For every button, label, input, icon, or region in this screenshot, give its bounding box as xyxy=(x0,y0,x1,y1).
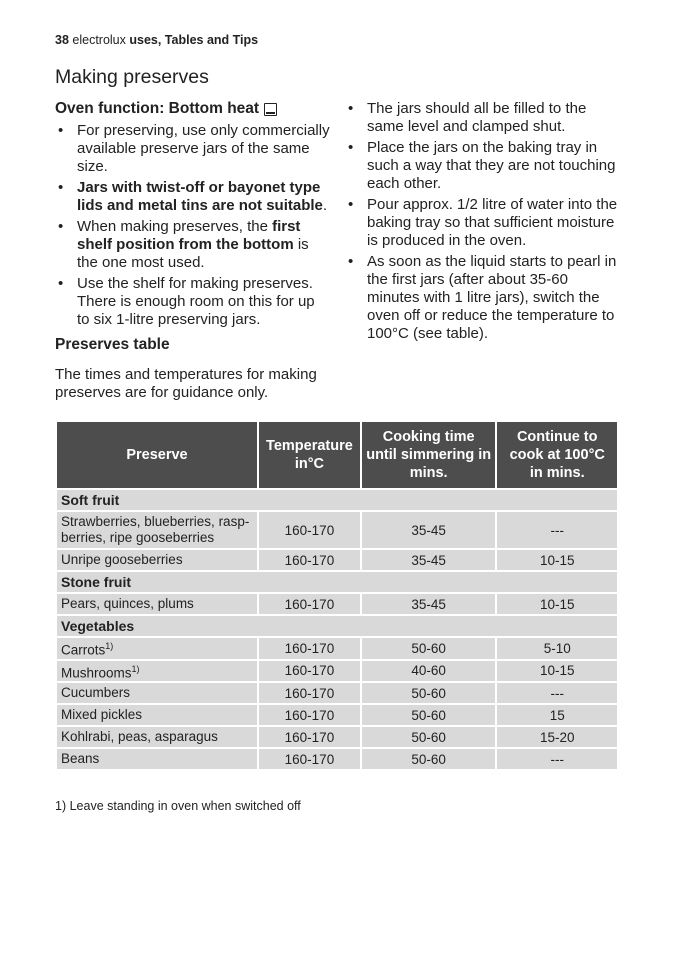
temperature-cell: 160-170 xyxy=(258,549,361,571)
table-row xyxy=(56,704,618,726)
oven-function-heading xyxy=(55,100,330,118)
table-row xyxy=(56,637,618,660)
preserve-name: Mushrooms$^{1)}$ xyxy=(56,660,258,683)
temperature-cell: 160-170 xyxy=(258,511,361,549)
cooking-time-cell: 35-45 xyxy=(361,593,497,615)
list-item: • For preserving, use only commercially available preserve jars of the same size. xyxy=(55,122,330,176)
page-title: Making preserves xyxy=(55,66,209,88)
preserve-name: Mixed pickles xyxy=(56,704,258,726)
cooking-time-cell: 50-60 xyxy=(361,726,497,748)
section-name: uses, Tables and Tips xyxy=(129,33,259,47)
cooking-time-cell: 50-60 xyxy=(361,637,497,660)
preserve-name: Cucumbers xyxy=(56,682,258,704)
table-heading: Preserves table xyxy=(55,336,170,353)
column-header: Preserve xyxy=(56,421,258,489)
temperature-cell: 160-170 xyxy=(258,726,361,748)
column-header: Temperature in°C xyxy=(258,421,361,489)
continue-time-cell: --- xyxy=(496,511,618,549)
continue-time-cell: 15-20 xyxy=(496,726,618,748)
list-item: • When making preserves, the first shelf position from the bottom is the one most used. xyxy=(55,218,330,272)
list-item: • Place the jars on the baking tray in such a way that they are not touching each other. xyxy=(345,139,620,193)
temperature-cell: 160-170 xyxy=(258,593,361,615)
table-body xyxy=(56,489,618,770)
bottom-heat-icon xyxy=(264,103,277,116)
cooking-time-cell: 50-60 xyxy=(361,682,497,704)
table-row xyxy=(56,726,618,748)
preserves-table xyxy=(55,420,619,771)
table-row xyxy=(56,682,618,704)
left-column xyxy=(55,100,330,402)
group-name: Soft fruit xyxy=(56,489,618,511)
column-header: Continue to cook at 100°C in mins. xyxy=(496,421,618,489)
temperature-cell: 160-170 xyxy=(258,748,361,770)
table-row xyxy=(56,511,618,549)
list-item: • Use the shelf for making preserves. There is enough room on this for up to six 1-litre preserving jars. xyxy=(55,275,330,329)
preserve-name: Unripe gooseberries xyxy=(56,549,258,571)
continue-time-cell: 10-15 xyxy=(496,549,618,571)
continue-time-cell: --- xyxy=(496,682,618,704)
list-item: • The jars should all be filled to the same level and clamped shut. xyxy=(345,100,620,136)
temperature-cell: 160-170 xyxy=(258,660,361,683)
table-intro: The times and temperatures for making preserves are for guidance only. xyxy=(55,366,317,401)
cooking-time-cell: 35-45 xyxy=(361,549,497,571)
table-row xyxy=(56,748,618,770)
table-row xyxy=(56,660,618,683)
footnote: 1) Leave standing in oven when switched off xyxy=(55,799,301,813)
page-header xyxy=(55,33,258,47)
temperature-cell: 160-170 xyxy=(258,637,361,660)
list-item: • Pour approx. 1/2 litre of water into the baking tray so that sufficient moisture is produced in the oven. xyxy=(345,196,620,250)
table-group-row xyxy=(56,571,618,593)
continue-time-cell: 15 xyxy=(496,704,618,726)
preserve-name: Pears, quinces, plums xyxy=(56,593,258,615)
list-item: • Jars with twist-off or bayonet type lids and metal tins are not suitable. xyxy=(55,179,330,215)
temperature-cell: 160-170 xyxy=(258,682,361,704)
cooking-time-cell: 35-45 xyxy=(361,511,497,549)
preserve-name: Beans xyxy=(56,748,258,770)
column-header: Cooking time until simmering in mins. xyxy=(361,421,497,489)
continue-time-cell: --- xyxy=(496,748,618,770)
preserve-name: Kohlrabi, peas, asparagus xyxy=(56,726,258,748)
table-group-row xyxy=(56,615,618,637)
cooking-time-cell: 40-60 xyxy=(361,660,497,683)
brand-name: electrolux xyxy=(72,33,126,47)
page-number: 38 xyxy=(55,33,69,47)
cooking-time-cell: 50-60 xyxy=(361,748,497,770)
right-column xyxy=(345,100,620,346)
continue-time-cell: 5-10 xyxy=(496,637,618,660)
footnote-marker: 1) xyxy=(131,663,140,674)
group-name: Vegetables xyxy=(56,615,618,637)
cooking-time-cell: 50-60 xyxy=(361,704,497,726)
table-row xyxy=(56,593,618,615)
preserve-name: Carrots$^{1)}$ xyxy=(56,637,258,660)
list-item: • As soon as the liquid starts to pearl in the first jars (after about 35-60 minutes with 1 litre jars), switch the oven off or reduce the temperature to 100°C (see table). xyxy=(345,253,620,343)
group-name: Stone fruit xyxy=(56,571,618,593)
footnote-marker: 1) xyxy=(105,641,114,651)
right-bullet-list xyxy=(345,100,620,343)
table-row xyxy=(56,549,618,571)
table-group-row xyxy=(56,489,618,511)
temperature-cell: 160-170 xyxy=(258,704,361,726)
oven-function-label: Oven function: Bottom heat xyxy=(55,100,260,117)
continue-time-cell: 10-15 xyxy=(496,593,618,615)
continue-time-cell: 10-15 xyxy=(496,660,618,683)
left-bullet-list xyxy=(55,122,330,329)
preserve-name: Strawberries, blueberries, raspberries, ripe gooseberries xyxy=(56,511,258,549)
